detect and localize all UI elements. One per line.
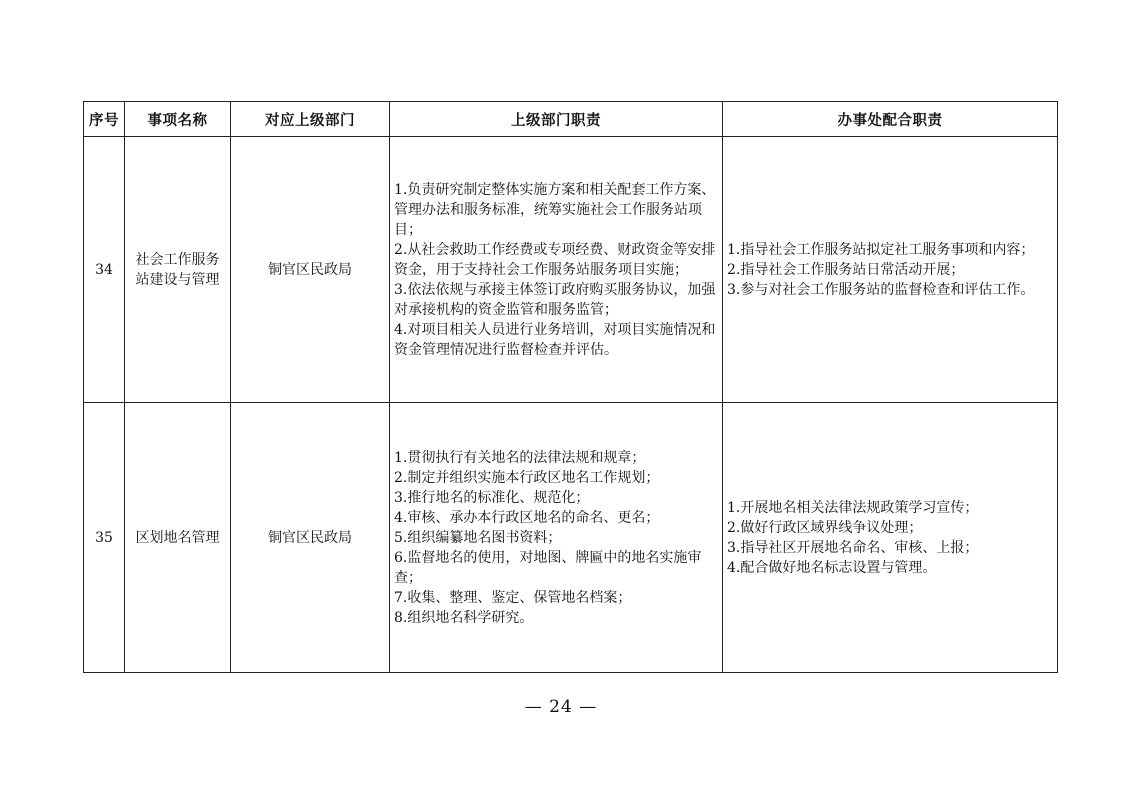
row-department: 铜官区民政局 — [231, 403, 390, 673]
duty-item: 2.制定并组织实施本行政区地名工作规划； — [394, 469, 660, 486]
row-index: 35 — [84, 403, 125, 673]
duty-item: 5.组织编纂地名图书资料； — [394, 529, 562, 546]
item-name-line: 区划地名管理 — [135, 529, 220, 546]
duty-item: 1.开展地名相关法律法规政策学习宣传； — [727, 499, 979, 516]
duty-item: 6.监督地名的使用，对地图、牌匾中的地名实施审查； — [394, 549, 702, 586]
row-item-name — [125, 137, 231, 403]
duty-item: 3.参与对社会工作服务站的监督检查和评估工作。 — [727, 281, 1035, 298]
duty-item: 7.收集、整理、鉴定、保管地名档案； — [394, 589, 632, 606]
duty-item: 1.贯彻执行有关地名的法律法规和规章； — [394, 449, 646, 466]
duties-table — [83, 101, 1058, 673]
header-superior-duties: 上级部门职责 — [390, 102, 723, 137]
duty-item: 1.指导社会工作服务站拟定社工服务事项和内容； — [727, 241, 1035, 258]
duty-item: 2.做好行政区域界线争议处理； — [727, 519, 923, 536]
duty-item: 3.推行地名的标准化、规范化； — [394, 489, 590, 506]
header-item-name: 事项名称 — [125, 102, 231, 137]
duty-item: 3.依法依规与承接主体签订政府购买服务协议，加强对承接机构的资金监管和服务监管； — [394, 281, 716, 318]
table-row — [84, 137, 1058, 403]
item-name-line: 站建设与管理 — [135, 271, 220, 288]
duty-item: 4.配合做好地名标志设置与管理。 — [727, 559, 937, 576]
row-office-duties — [723, 137, 1058, 403]
header-index: 序号 — [84, 102, 125, 137]
row-superior-duties — [390, 137, 723, 403]
table-row — [84, 403, 1058, 673]
duty-item: 2.从社会救助工作经费或专项经费、财政资金等安排资金，用于支持社会工作服务站服务项目实施； — [394, 241, 716, 278]
table-header-row — [84, 102, 1058, 137]
header-office-duties: 办事处配合职责 — [723, 102, 1058, 137]
row-superior-duties — [390, 403, 723, 673]
row-office-duties — [723, 403, 1058, 673]
duty-item: 2.指导社会工作服务站日常活动开展； — [727, 261, 965, 278]
row-index: 34 — [84, 137, 125, 403]
item-name-line: 社会工作服务 — [135, 251, 220, 268]
duty-item: 1.负责研究制定整体实施方案和相关配套工作方案、管理办法和服务标准，统筹实施社会工作服务站项目； — [394, 181, 716, 238]
page-number: — 24 — — [524, 697, 598, 717]
duty-item: 8.组织地名科学研究。 — [394, 609, 534, 626]
row-item-name — [125, 403, 231, 673]
header-department: 对应上级部门 — [231, 102, 390, 137]
duty-item: 4.对项目相关人员进行业务培训，对项目实施情况和资金管理情况进行监督检查并评估。 — [394, 321, 716, 358]
duty-item: 4.审核、承办本行政区地名的命名、更名； — [394, 509, 660, 526]
row-department: 铜官区民政局 — [231, 137, 390, 403]
duty-item: 3.指导社区开展地名命名、审核、上报； — [727, 539, 979, 556]
